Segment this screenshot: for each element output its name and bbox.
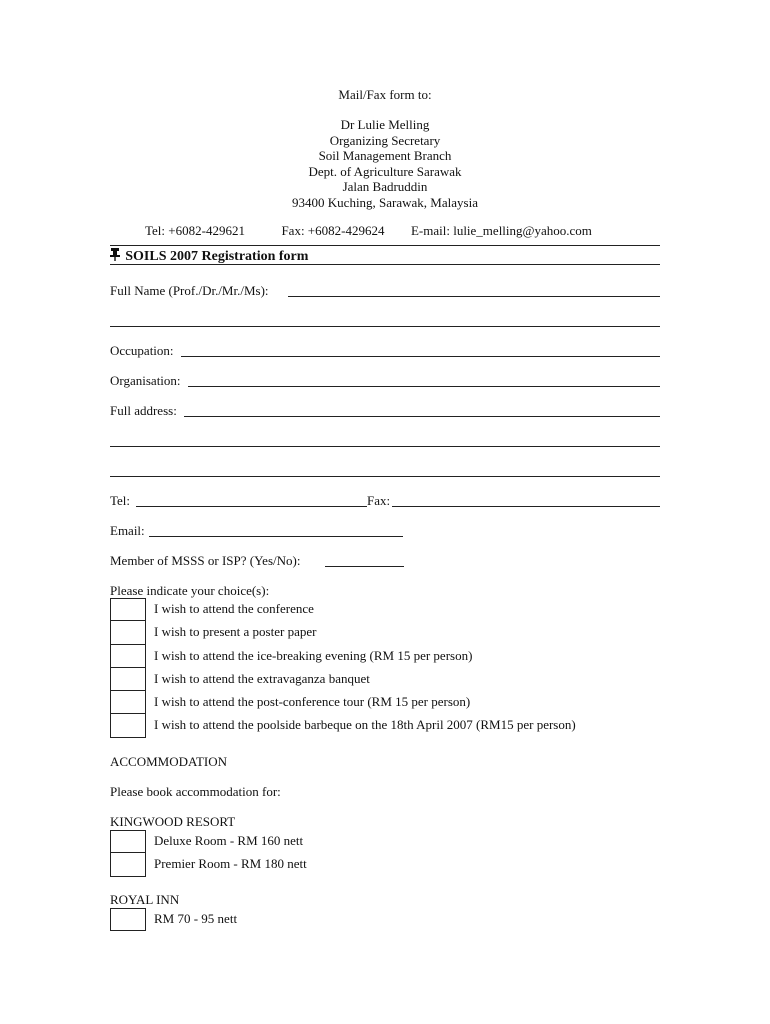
choice-label: I wish to present a poster paper	[154, 624, 317, 640]
choice-label: I wish to attend the extravaganza banquet	[154, 670, 370, 686]
accommodation-heading: ACCOMMODATION	[110, 754, 228, 769]
room-checkbox[interactable]	[110, 908, 146, 931]
fax-number: Fax: +6082-429624	[281, 223, 385, 238]
address-field[interactable]	[184, 416, 660, 417]
address-line: Soil Management Branch	[318, 148, 452, 163]
form-title: SOILS 2007 Registration form	[125, 249, 309, 264]
address-field-line-2[interactable]	[110, 446, 660, 447]
organisation-label: Organisation:	[110, 373, 181, 388]
address-field-line-3[interactable]	[110, 476, 660, 477]
address-block	[0, 117, 770, 210]
choice-checkbox[interactable]	[110, 668, 146, 691]
address-label: Full address:	[110, 403, 177, 418]
address-line: 93400 Kuching, Sarawak, Malaysia	[292, 194, 478, 210]
fax-label: Fax:	[367, 493, 391, 508]
address-line: Jalan Badruddin	[342, 179, 428, 194]
occupation-field[interactable]	[181, 356, 660, 357]
choice-label: I wish to attend the post-conference tour (RM 15 per person)	[154, 694, 471, 710]
mail-fax-label: Mail/Fax form to:	[338, 87, 432, 102]
room-option-label: RM 70 - 95 nett	[154, 911, 238, 926]
choice-label: I wish to attend the conference	[154, 601, 314, 616]
member-field[interactable]	[325, 566, 404, 567]
choice-label: I wish to attend the ice-breaking evening (RM 15 per person)	[154, 647, 473, 663]
address-line: Dept. of Agriculture Sarawak	[308, 163, 462, 179]
member-label: Member of MSSS or ISP? (Yes/No):	[110, 553, 301, 568]
occupation-label: Occupation:	[110, 343, 174, 358]
form-title-bar	[110, 245, 660, 265]
room-option-label: Deluxe Room - RM 160 nett	[154, 833, 304, 848]
choice-checkbox[interactable]	[110, 645, 146, 668]
email-address[interactable]: E-mail: lulie_melling@yahoo.com	[410, 223, 592, 238]
choice-label: I wish to attend the poolside barbeque on the 18th April 2007 (RM15 per person)	[154, 717, 576, 733]
email-label: Email:	[110, 523, 145, 538]
kingwood-resort-heading: KINGWOOD RESORT	[110, 814, 236, 829]
choice-checkbox[interactable]	[110, 714, 146, 737]
choices-label: Please indicate your choice(s):	[110, 583, 270, 598]
royal-inn-heading: ROYAL INN	[110, 892, 180, 907]
room-checkbox[interactable]	[110, 853, 146, 876]
pushpin-icon	[110, 246, 122, 265]
choice-checkbox[interactable]	[110, 598, 146, 621]
address-line: Dr Lulie Melling	[340, 117, 430, 132]
email-field[interactable]	[149, 536, 403, 537]
full-name-label: Full Name (Prof./Dr./Mr./Ms):	[110, 283, 269, 298]
choice-checkbox[interactable]	[110, 621, 146, 644]
mail-fax-heading	[0, 87, 770, 103]
tel-field[interactable]	[136, 506, 367, 507]
contact-row	[145, 223, 592, 239]
choice-checkbox[interactable]	[110, 691, 146, 714]
room-checkbox[interactable]	[110, 830, 146, 853]
accommodation-intro: Please book accommodation for:	[110, 784, 281, 799]
tel-number: Tel: +6082-429621	[145, 223, 245, 238]
full-name-field[interactable]	[288, 296, 660, 297]
fax-field[interactable]	[392, 506, 660, 507]
address-line: Organizing Secretary	[329, 132, 441, 148]
organisation-field[interactable]	[188, 386, 660, 387]
room-option-label: Premier Room - RM 180 nett	[154, 856, 307, 872]
tel-label: Tel:	[110, 493, 131, 508]
full-name-field-continued[interactable]	[110, 326, 660, 327]
